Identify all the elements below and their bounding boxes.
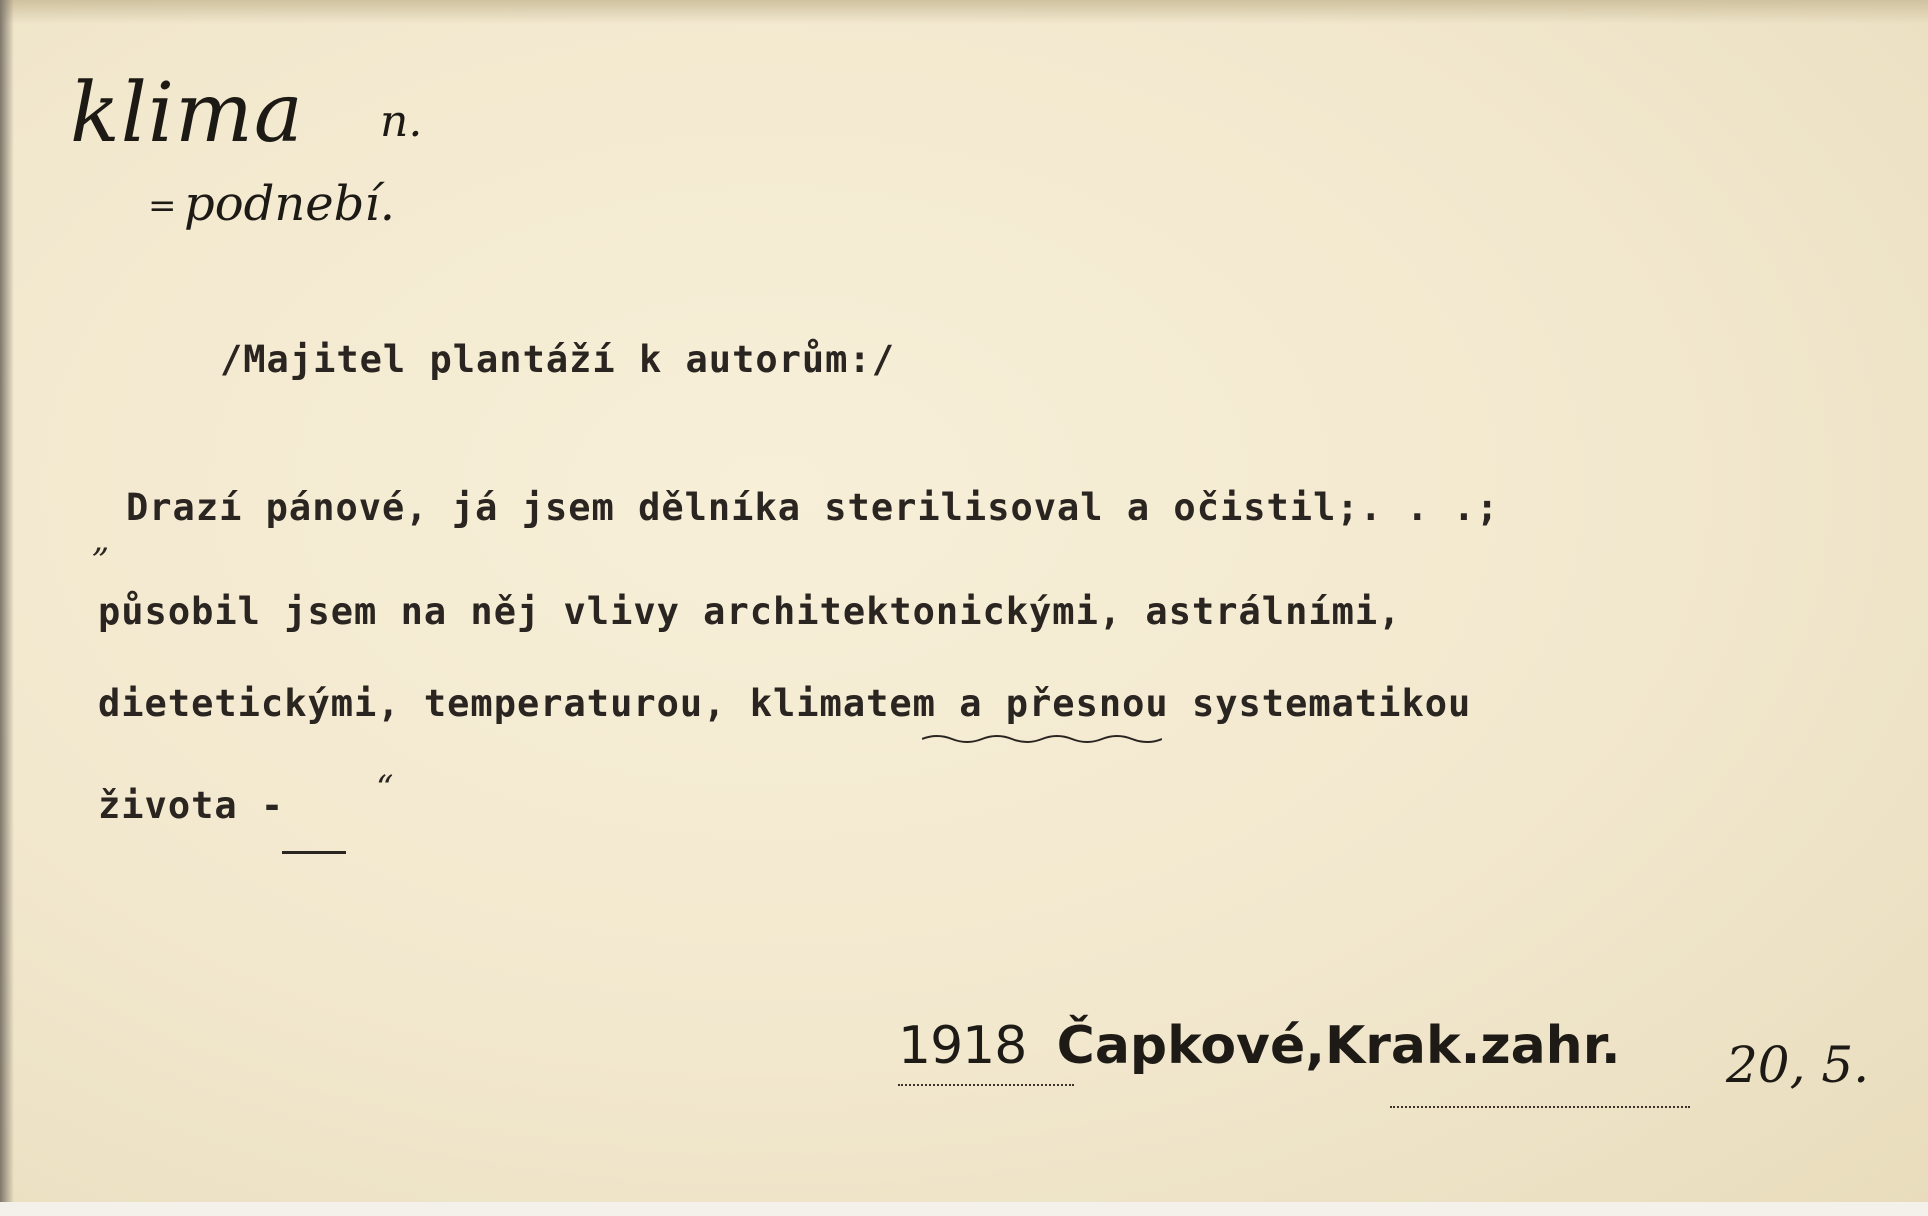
closing-quote: “ <box>376 768 394 808</box>
context-note: /Majitel plantáží k autorům:/ <box>220 338 896 381</box>
source-date: 20, 5. <box>1726 1036 1870 1094</box>
equivalent: podnebí. <box>184 176 396 232</box>
headword: klima <box>70 66 304 161</box>
opening-quote: „ <box>92 520 110 560</box>
quote-line-3: dietetickými, temperaturou, klimatem a přesnou systematikou <box>98 682 1472 725</box>
source-underline-year <box>898 1084 1074 1088</box>
grammar-label: n. <box>380 96 423 147</box>
source-year: 1918 <box>898 1016 1027 1076</box>
quote-line-1: Drazí pánové, já jsem dělníka sterilisoval a očistil;. . .; <box>126 486 1500 529</box>
equivalent-mark: = <box>148 186 177 226</box>
card-top-edge <box>0 0 1928 24</box>
dash-underline <box>282 851 346 854</box>
headword-underline <box>922 733 1162 745</box>
card-left-edge <box>0 0 14 1216</box>
source-reference: Čapkové,Krak.zahr. <box>1056 1016 1621 1076</box>
quote-line-4: života - <box>98 784 285 827</box>
card-bottom-edge <box>0 1202 1928 1216</box>
source-underline-ref <box>1390 1106 1690 1110</box>
quote-line-2: působil jsem na něj vlivy architektonickými, astrálními, <box>98 590 1402 633</box>
source-citation <box>898 1016 1621 1076</box>
